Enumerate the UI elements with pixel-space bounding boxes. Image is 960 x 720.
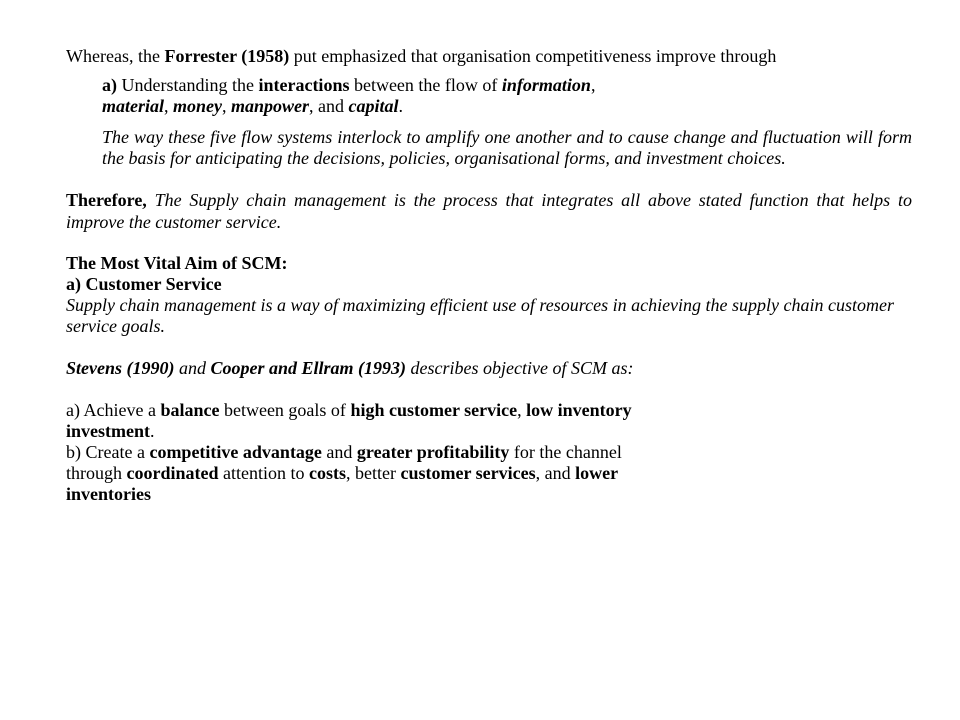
text: , <box>517 400 527 420</box>
therefore-paragraph <box>66 189 912 233</box>
keyword-greater-profitability: greater profitability <box>356 442 510 462</box>
text: Whereas, the <box>66 46 165 66</box>
text: for the channel <box>509 442 622 462</box>
text: and <box>174 358 211 378</box>
text: put emphasized that organisation competitiveness improve through <box>289 46 777 66</box>
text: , better <box>345 463 401 483</box>
keyword-coordinated: coordinated <box>126 463 219 483</box>
keyword-costs: costs <box>308 463 346 483</box>
text: The Supply chain management is the process that integrates all above stated function that helps to improve the customer service. <box>66 190 912 232</box>
objective-a <box>66 400 912 442</box>
text: Understanding the <box>117 75 259 95</box>
keyword-information: information <box>501 75 591 95</box>
text: , <box>222 96 231 116</box>
text: between the flow of <box>349 75 502 95</box>
keyword-lower: lower <box>575 463 619 483</box>
flow-systems-paragraph: The way these five flow systems interlock to amplify one another and to cause change and fluctuation will form the basis for anticipating the decisions, policies, organisational forms, and investment choices. <box>102 127 912 168</box>
citation-stevens: Stevens (1990) <box>66 358 175 378</box>
forrester-paragraph <box>66 46 912 67</box>
text: , <box>164 96 173 116</box>
text: . <box>150 421 155 441</box>
aim-heading: The Most Vital Aim of SCM: <box>66 253 288 273</box>
keyword-material: material <box>102 96 164 116</box>
keyword-inventories: inventories <box>66 484 151 504</box>
slide-content <box>66 46 912 505</box>
keyword-low-inventory: low inventory <box>526 400 632 420</box>
stevens-line <box>66 358 912 379</box>
keyword-capital: capital <box>348 96 399 116</box>
keyword-balance: balance <box>160 400 220 420</box>
keyword-competitive-advantage: competitive advantage <box>149 442 322 462</box>
text: b) Create a <box>66 442 150 462</box>
interactions-paragraph <box>102 75 912 117</box>
text: . <box>398 96 404 116</box>
text: , and <box>309 96 349 116</box>
text: attention to <box>218 463 309 483</box>
keyword-manpower: manpower <box>231 96 310 116</box>
keyword-money: money <box>173 96 222 116</box>
text: , and <box>535 463 576 483</box>
text: a) Achieve a <box>66 400 161 420</box>
keyword-investment: investment <box>66 421 150 441</box>
aim-text: Supply chain management is a way of maximizing efficient use of resources in achieving the supply chain customer service goals. <box>66 295 895 336</box>
keyword-customer-services: customer services <box>400 463 536 483</box>
item-marker: a) <box>102 75 117 95</box>
therefore-label: Therefore, <box>66 190 147 210</box>
objective-b <box>66 442 912 505</box>
text: describes objective of SCM as: <box>406 358 634 378</box>
text: , <box>590 75 596 95</box>
text: and <box>321 442 357 462</box>
keyword-interactions: interactions <box>258 75 350 95</box>
text: through <box>66 463 127 483</box>
forrester-name: Forrester <box>164 46 237 66</box>
aim-subheading: a) Customer Service <box>66 274 222 294</box>
citation-cooper-ellram: Cooper and Ellram (1993) <box>210 358 406 378</box>
forrester-year: (1958) <box>236 46 290 66</box>
keyword-high-customer-service: high customer service <box>350 400 518 420</box>
text: between goals of <box>219 400 351 420</box>
